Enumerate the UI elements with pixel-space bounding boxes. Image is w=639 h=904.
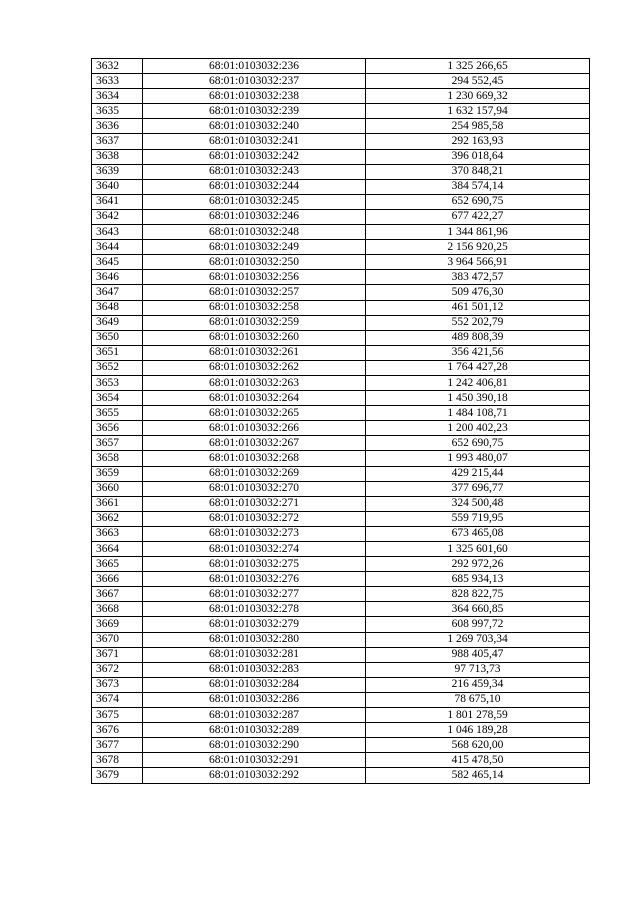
row-number-cell: 3660	[92, 481, 143, 496]
table-row	[92, 89, 590, 104]
table-row	[92, 738, 590, 753]
value-cell: 1 344 861,96	[366, 225, 590, 240]
row-number-cell: 3648	[92, 300, 143, 315]
table-row	[92, 632, 590, 647]
value-cell: 1 450 390,18	[366, 391, 590, 406]
value-cell: 509 476,30	[366, 285, 590, 300]
table-row	[92, 692, 590, 707]
row-number-cell: 3645	[92, 255, 143, 270]
value-cell: 489 808,39	[366, 330, 590, 345]
cadastral-number-cell: 68:01:0103032:268	[143, 451, 366, 466]
row-number-cell: 3646	[92, 270, 143, 285]
row-number-cell: 3671	[92, 647, 143, 662]
row-number-cell: 3636	[92, 119, 143, 134]
table-row	[92, 194, 590, 209]
value-cell: 97 713,73	[366, 662, 590, 677]
value-cell: 1 242 406,81	[366, 375, 590, 390]
value-cell: 559 719,95	[366, 511, 590, 526]
row-number-cell: 3642	[92, 209, 143, 224]
value-cell: 988 405,47	[366, 647, 590, 662]
cadastral-number-cell: 68:01:0103032:262	[143, 360, 366, 375]
value-cell: 1 269 703,34	[366, 632, 590, 647]
row-number-cell: 3669	[92, 617, 143, 632]
row-number-cell: 3654	[92, 391, 143, 406]
value-cell: 828 822,75	[366, 587, 590, 602]
table-row	[92, 526, 590, 541]
table-row	[92, 375, 590, 390]
cadastral-number-cell: 68:01:0103032:266	[143, 421, 366, 436]
row-number-cell: 3644	[92, 240, 143, 255]
table-row	[92, 617, 590, 632]
cadastral-number-cell: 68:01:0103032:239	[143, 104, 366, 119]
table-row	[92, 406, 590, 421]
cadastral-number-cell: 68:01:0103032:290	[143, 738, 366, 753]
value-cell: 608 997,72	[366, 617, 590, 632]
cadastral-number-cell: 68:01:0103032:283	[143, 662, 366, 677]
cadastral-number-cell: 68:01:0103032:240	[143, 119, 366, 134]
table-row	[92, 602, 590, 617]
row-number-cell: 3656	[92, 421, 143, 436]
cadastral-number-cell: 68:01:0103032:277	[143, 587, 366, 602]
table-row	[92, 149, 590, 164]
cadastral-number-cell: 68:01:0103032:289	[143, 723, 366, 738]
cadastral-number-cell: 68:01:0103032:291	[143, 753, 366, 768]
value-cell: 216 459,34	[366, 677, 590, 692]
value-cell: 1 764 427,28	[366, 360, 590, 375]
value-cell: 685 934,13	[366, 572, 590, 587]
row-number-cell: 3673	[92, 677, 143, 692]
cadastral-number-cell: 68:01:0103032:284	[143, 677, 366, 692]
table-row	[92, 708, 590, 723]
value-cell: 377 696,77	[366, 481, 590, 496]
table-row	[92, 662, 590, 677]
table-row	[92, 587, 590, 602]
row-number-cell: 3650	[92, 330, 143, 345]
value-cell: 254 985,58	[366, 119, 590, 134]
row-number-cell: 3651	[92, 345, 143, 360]
table-row	[92, 542, 590, 557]
row-number-cell: 3664	[92, 542, 143, 557]
cadastral-value-table	[91, 58, 590, 784]
table-row	[92, 360, 590, 375]
table-row	[92, 677, 590, 692]
row-number-cell: 3678	[92, 753, 143, 768]
cadastral-number-cell: 68:01:0103032:261	[143, 345, 366, 360]
row-number-cell: 3676	[92, 723, 143, 738]
value-cell: 396 018,64	[366, 149, 590, 164]
table-row	[92, 496, 590, 511]
value-cell: 461 501,12	[366, 300, 590, 315]
table-row	[92, 481, 590, 496]
table-row	[92, 466, 590, 481]
row-number-cell: 3672	[92, 662, 143, 677]
table-row	[92, 134, 590, 149]
table-row	[92, 119, 590, 134]
cadastral-number-cell: 68:01:0103032:273	[143, 526, 366, 541]
row-number-cell: 3633	[92, 74, 143, 89]
value-cell: 1 484 108,71	[366, 406, 590, 421]
table-row	[92, 451, 590, 466]
row-number-cell: 3662	[92, 511, 143, 526]
cadastral-number-cell: 68:01:0103032:286	[143, 692, 366, 707]
value-cell: 652 690,75	[366, 436, 590, 451]
value-cell: 415 478,50	[366, 753, 590, 768]
table-row	[92, 753, 590, 768]
value-cell: 294 552,45	[366, 74, 590, 89]
row-number-cell: 3652	[92, 360, 143, 375]
row-number-cell: 3675	[92, 708, 143, 723]
row-number-cell: 3674	[92, 692, 143, 707]
cadastral-number-cell: 68:01:0103032:257	[143, 285, 366, 300]
table-row	[92, 255, 590, 270]
cadastral-number-cell: 68:01:0103032:245	[143, 194, 366, 209]
row-number-cell: 3658	[92, 451, 143, 466]
cadastral-number-cell: 68:01:0103032:274	[143, 542, 366, 557]
row-number-cell: 3661	[92, 496, 143, 511]
table-row	[92, 511, 590, 526]
row-number-cell: 3643	[92, 225, 143, 240]
cadastral-number-cell: 68:01:0103032:271	[143, 496, 366, 511]
cadastral-number-cell: 68:01:0103032:276	[143, 572, 366, 587]
value-cell: 384 574,14	[366, 179, 590, 194]
row-number-cell: 3663	[92, 526, 143, 541]
value-cell: 652 690,75	[366, 194, 590, 209]
cadastral-number-cell: 68:01:0103032:287	[143, 708, 366, 723]
value-cell: 677 422,27	[366, 209, 590, 224]
table-row	[92, 315, 590, 330]
table-row	[92, 225, 590, 240]
value-cell: 364 660,85	[366, 602, 590, 617]
row-number-cell: 3659	[92, 466, 143, 481]
value-cell: 1 325 601,60	[366, 542, 590, 557]
cadastral-number-cell: 68:01:0103032:279	[143, 617, 366, 632]
row-number-cell: 3665	[92, 557, 143, 572]
table-row	[92, 209, 590, 224]
value-cell: 552 202,79	[366, 315, 590, 330]
table-row	[92, 647, 590, 662]
value-cell: 1 200 402,23	[366, 421, 590, 436]
value-cell: 1 325 266,65	[366, 59, 590, 74]
cadastral-number-cell: 68:01:0103032:242	[143, 149, 366, 164]
table-row	[92, 104, 590, 119]
table-row	[92, 557, 590, 572]
value-cell: 1 230 669,32	[366, 89, 590, 104]
row-number-cell: 3668	[92, 602, 143, 617]
value-cell: 2 156 920,25	[366, 240, 590, 255]
cadastral-number-cell: 68:01:0103032:292	[143, 768, 366, 783]
row-number-cell: 3677	[92, 738, 143, 753]
table-row	[92, 240, 590, 255]
value-cell: 1 632 157,94	[366, 104, 590, 119]
value-cell: 370 848,21	[366, 164, 590, 179]
cadastral-number-cell: 68:01:0103032:256	[143, 270, 366, 285]
value-cell: 356 421,56	[366, 345, 590, 360]
row-number-cell: 3655	[92, 406, 143, 421]
table-row	[92, 74, 590, 89]
row-number-cell: 3640	[92, 179, 143, 194]
cadastral-number-cell: 68:01:0103032:244	[143, 179, 366, 194]
cadastral-number-cell: 68:01:0103032:241	[143, 134, 366, 149]
row-number-cell: 3670	[92, 632, 143, 647]
table-row	[92, 270, 590, 285]
table-row	[92, 179, 590, 194]
cadastral-number-cell: 68:01:0103032:264	[143, 391, 366, 406]
table-row	[92, 768, 590, 783]
cadastral-number-cell: 68:01:0103032:238	[143, 89, 366, 104]
table-row	[92, 300, 590, 315]
cadastral-number-cell: 68:01:0103032:259	[143, 315, 366, 330]
row-number-cell: 3634	[92, 89, 143, 104]
value-cell: 1 993 480,07	[366, 451, 590, 466]
value-cell: 1 046 189,28	[366, 723, 590, 738]
row-number-cell: 3653	[92, 375, 143, 390]
row-number-cell: 3679	[92, 768, 143, 783]
table-row	[92, 391, 590, 406]
cadastral-number-cell: 68:01:0103032:249	[143, 240, 366, 255]
value-cell: 3 964 566,91	[366, 255, 590, 270]
value-cell: 1 801 278,59	[366, 708, 590, 723]
cadastral-number-cell: 68:01:0103032:265	[143, 406, 366, 421]
value-cell: 292 163,93	[366, 134, 590, 149]
value-cell: 582 465,14	[366, 768, 590, 783]
table-body	[92, 59, 590, 784]
cadastral-number-cell: 68:01:0103032:267	[143, 436, 366, 451]
row-number-cell: 3632	[92, 59, 143, 74]
table-row	[92, 572, 590, 587]
table-row	[92, 164, 590, 179]
row-number-cell: 3638	[92, 149, 143, 164]
row-number-cell: 3666	[92, 572, 143, 587]
value-cell: 568 620,00	[366, 738, 590, 753]
cadastral-number-cell: 68:01:0103032:269	[143, 466, 366, 481]
table-row	[92, 421, 590, 436]
table-row	[92, 723, 590, 738]
cadastral-number-cell: 68:01:0103032:250	[143, 255, 366, 270]
cadastral-number-cell: 68:01:0103032:272	[143, 511, 366, 526]
row-number-cell: 3667	[92, 587, 143, 602]
value-cell: 292 972,26	[366, 557, 590, 572]
value-cell: 78 675,10	[366, 692, 590, 707]
table-row	[92, 59, 590, 74]
row-number-cell: 3639	[92, 164, 143, 179]
cadastral-number-cell: 68:01:0103032:281	[143, 647, 366, 662]
cadastral-number-cell: 68:01:0103032:236	[143, 59, 366, 74]
cadastral-number-cell: 68:01:0103032:258	[143, 300, 366, 315]
row-number-cell: 3635	[92, 104, 143, 119]
cadastral-number-cell: 68:01:0103032:263	[143, 375, 366, 390]
table-row	[92, 436, 590, 451]
value-cell: 429 215,44	[366, 466, 590, 481]
cadastral-number-cell: 68:01:0103032:243	[143, 164, 366, 179]
row-number-cell: 3649	[92, 315, 143, 330]
value-cell: 324 500,48	[366, 496, 590, 511]
table-row	[92, 345, 590, 360]
cadastral-number-cell: 68:01:0103032:278	[143, 602, 366, 617]
cadastral-number-cell: 68:01:0103032:270	[143, 481, 366, 496]
cadastral-number-cell: 68:01:0103032:248	[143, 225, 366, 240]
row-number-cell: 3637	[92, 134, 143, 149]
value-cell: 383 472,57	[366, 270, 590, 285]
cadastral-number-cell: 68:01:0103032:275	[143, 557, 366, 572]
cadastral-number-cell: 68:01:0103032:246	[143, 209, 366, 224]
cadastral-number-cell: 68:01:0103032:280	[143, 632, 366, 647]
row-number-cell: 3647	[92, 285, 143, 300]
cadastral-number-cell: 68:01:0103032:260	[143, 330, 366, 345]
table-row	[92, 330, 590, 345]
row-number-cell: 3641	[92, 194, 143, 209]
row-number-cell: 3657	[92, 436, 143, 451]
table-row	[92, 285, 590, 300]
cadastral-number-cell: 68:01:0103032:237	[143, 74, 366, 89]
value-cell: 673 465,08	[366, 526, 590, 541]
